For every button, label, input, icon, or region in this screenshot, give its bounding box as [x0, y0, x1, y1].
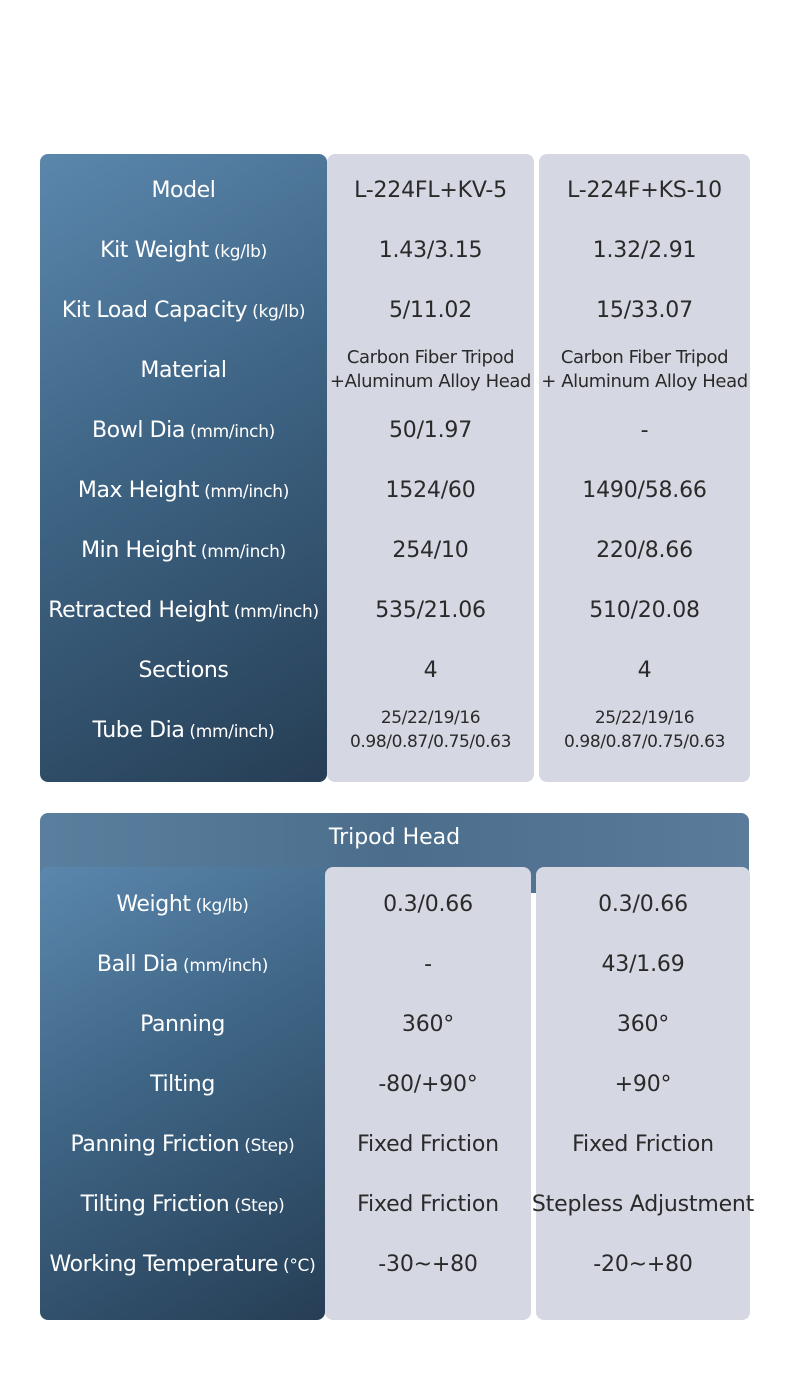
- spec-value-line: 254/10: [392, 537, 469, 563]
- spec-value-line: 510/20.08: [589, 597, 700, 623]
- spec-label-row: [40, 874, 325, 934]
- spec-value-line: 15/33.07: [596, 297, 693, 323]
- spec-label: Kit Load Capacity (kg/lb): [61, 297, 306, 323]
- spec-value-line: Fixed Friction: [572, 1131, 714, 1157]
- spec-value: [327, 400, 534, 460]
- spec-label: Retracted Height (mm/inch): [48, 597, 319, 623]
- spec-value-line: 1.32/2.91: [592, 237, 697, 263]
- spec-value: [327, 160, 534, 220]
- spec-value: [539, 280, 750, 340]
- spec-label-row: [40, 280, 327, 340]
- spec-value-line: 0.3/0.66: [598, 891, 688, 917]
- spec-value-line: 0.3/0.66: [383, 891, 473, 917]
- spec-unit: (Step): [244, 1135, 295, 1156]
- spec-value: [539, 220, 750, 280]
- spec-value-line: Carbon Fiber Tripod: [346, 347, 515, 368]
- spec-label: Sections: [138, 657, 229, 683]
- spec-label: Tilting Friction (Step): [80, 1191, 285, 1217]
- spec-value-line: + Aluminum Alloy Head: [541, 371, 748, 392]
- spec-value: [539, 700, 750, 760]
- spec-value-line: 1524/60: [385, 477, 476, 503]
- spec-label: Max Height (mm/inch): [77, 477, 290, 503]
- spec-value-line: -: [640, 417, 649, 443]
- spec-label-row: [40, 640, 327, 700]
- spec-label: Min Height (mm/inch): [81, 537, 286, 563]
- spec-value-line: -20~+80: [593, 1251, 693, 1277]
- spec-value: [536, 874, 750, 934]
- spec-value: [325, 1054, 531, 1114]
- spec-value-line: Carbon Fiber Tripod: [560, 347, 729, 368]
- spec-label: Material: [140, 357, 227, 383]
- spec-unit: (kg/lb): [252, 301, 306, 322]
- spec-value: [536, 994, 750, 1054]
- spec-value-line: 25/22/19/16: [594, 708, 695, 728]
- spec-label-row: [40, 1234, 325, 1294]
- spec-label-row: [40, 994, 325, 1054]
- tripod-head-title: Tripod Head: [328, 825, 461, 850]
- spec-unit: (kg/lb): [195, 895, 249, 916]
- spec-unit: (kg/lb): [213, 241, 267, 262]
- spec-value: [539, 400, 750, 460]
- spec-value-line: -30~+80: [378, 1251, 478, 1277]
- spec-value: [539, 340, 750, 400]
- spec-label-row: [40, 700, 327, 760]
- spec-value-line: 360°: [401, 1011, 455, 1037]
- spec-label: Bowl Dia (mm/inch): [91, 417, 276, 443]
- spec-label: Tilting: [150, 1071, 215, 1097]
- spec-value: [327, 700, 534, 760]
- kit-label-column: [40, 154, 327, 782]
- spec-value-line: 25/22/19/16: [380, 708, 481, 728]
- spec-value-line: Fixed Friction: [357, 1191, 499, 1217]
- spec-value-line: -: [424, 951, 432, 977]
- spec-value-line: 4: [423, 657, 438, 683]
- spec-value: [539, 640, 750, 700]
- spec-label-row: [40, 400, 327, 460]
- spec-value: [536, 1114, 750, 1174]
- spec-value: [327, 340, 534, 400]
- spec-value-line: 43/1.69: [601, 951, 685, 977]
- spec-value: [536, 1234, 750, 1294]
- spec-label: Panning: [140, 1011, 225, 1037]
- spec-value-line: 50/1.97: [389, 417, 472, 443]
- spec-value-line: L-224FL+KV-5: [354, 177, 507, 203]
- spec-value: [327, 460, 534, 520]
- head-label-column: [40, 867, 325, 1320]
- spec-unit: (mm/inch): [189, 721, 275, 742]
- spec-value: [325, 934, 531, 994]
- spec-value: [325, 1114, 531, 1174]
- spec-label-row: [40, 1174, 325, 1234]
- spec-label-row: [40, 460, 327, 520]
- spec-value-line: 535/21.06: [375, 597, 486, 623]
- spec-value: [325, 1234, 531, 1294]
- spec-value: [539, 580, 750, 640]
- spec-value: [539, 460, 750, 520]
- spec-value-line: 1.43/3.15: [378, 237, 483, 263]
- spec-value-line: 0.98/0.87/0.75/0.63: [564, 732, 725, 752]
- spec-label: Ball Dia (mm/inch): [96, 951, 269, 977]
- head-value-column-1: [325, 867, 531, 1320]
- spec-value: [531, 1174, 755, 1234]
- spec-label-row: [40, 1054, 325, 1114]
- spec-label: Model: [151, 177, 216, 203]
- spec-value: [325, 874, 531, 934]
- spec-value-line: L-224F+KS-10: [567, 177, 722, 203]
- spec-value-line: -80/+90°: [378, 1071, 478, 1097]
- spec-label: Working Temperature (°C): [49, 1251, 316, 1277]
- spec-label: Panning Friction (Step): [70, 1131, 295, 1157]
- spec-value: [325, 1174, 531, 1234]
- spec-value: [327, 280, 534, 340]
- spec-label-row: [40, 520, 327, 580]
- spec-unit: (mm/inch): [183, 955, 269, 976]
- spec-value-line: 1490/58.66: [582, 477, 707, 503]
- spec-value-line: 0.98/0.87/0.75/0.63: [350, 732, 511, 752]
- spec-label-row: [40, 1114, 325, 1174]
- spec-value: [536, 1054, 750, 1114]
- kit-value-column-2: [539, 154, 750, 782]
- spec-label: Tube Dia (mm/inch): [92, 717, 275, 743]
- spec-value-line: 220/8.66: [596, 537, 693, 563]
- spec-value: [536, 934, 750, 994]
- spec-label-row: [40, 220, 327, 280]
- spec-unit: (mm/inch): [189, 421, 276, 442]
- spec-unit: (°C): [283, 1255, 316, 1276]
- spec-label-row: [40, 340, 327, 400]
- spec-value-line: Stepless Adjustment: [531, 1191, 755, 1217]
- spec-value-line: 360°: [616, 1011, 670, 1037]
- spec-unit: (mm/inch): [233, 601, 319, 622]
- spec-value: [327, 520, 534, 580]
- spec-label-row: [40, 160, 327, 220]
- spec-value: [539, 160, 750, 220]
- spec-label-row: [40, 934, 325, 994]
- spec-value-line: 4: [637, 657, 652, 683]
- head-value-column-2: [531, 867, 755, 1320]
- spec-label: Weight (kg/lb): [116, 891, 249, 917]
- spec-value: [325, 994, 531, 1054]
- spec-value: [327, 220, 534, 280]
- spec-value: [327, 580, 534, 640]
- spec-value-line: +Aluminum Alloy Head: [329, 371, 532, 392]
- spec-label: Kit Weight (kg/lb): [100, 237, 267, 263]
- spec-unit: (Step): [234, 1195, 285, 1216]
- spec-value-line: 5/11.02: [389, 297, 472, 323]
- spec-unit: (mm/inch): [204, 481, 290, 502]
- spec-value-line: Fixed Friction: [357, 1131, 499, 1157]
- spec-value: [539, 520, 750, 580]
- spec-label-row: [40, 580, 327, 640]
- spec-value-line: +90°: [614, 1071, 672, 1097]
- spec-unit: (mm/inch): [200, 541, 286, 562]
- kit-value-column-1: [327, 154, 534, 782]
- spec-value: [327, 640, 534, 700]
